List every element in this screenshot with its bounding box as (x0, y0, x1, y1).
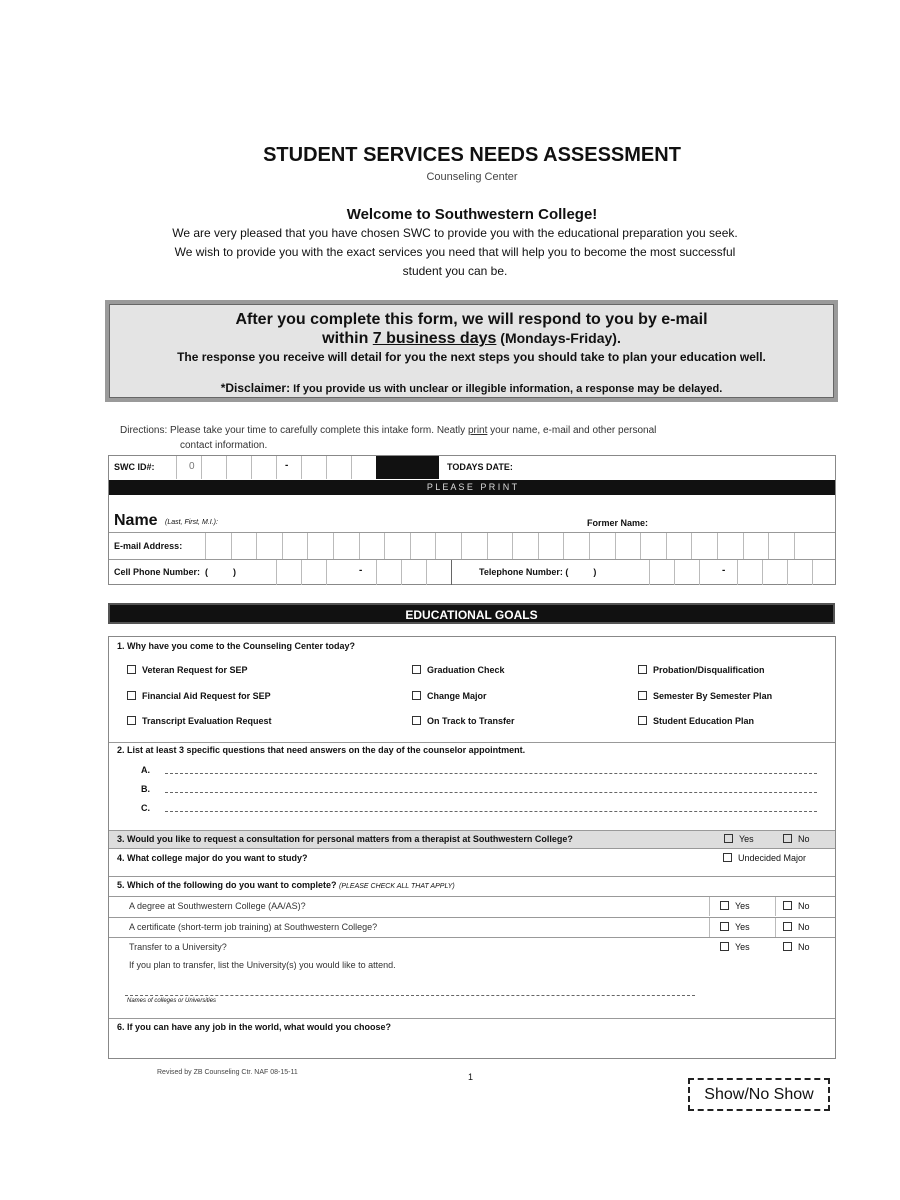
completion-item: A degree at Southwestern College (AA/AS)? (129, 901, 306, 911)
please-print-bar: P L E A S E P R I N T (109, 480, 835, 495)
completion-row (109, 917, 835, 937)
welcome-heading: Welcome to Southwestern College! (346, 206, 598, 223)
email-box[interactable] (307, 533, 308, 559)
email-box[interactable] (384, 533, 385, 559)
email-box[interactable] (333, 533, 334, 559)
checkbox[interactable] (412, 691, 421, 700)
page-title: STUDENT SERVICES NEEDS ASSESSMENT (263, 144, 681, 166)
swc-id-label: SWC ID#: (114, 462, 155, 472)
checkbox[interactable] (720, 922, 729, 931)
email-box[interactable] (640, 533, 641, 559)
directions-print: print (467, 425, 488, 436)
completion-item: Transfer to a University? (129, 942, 227, 952)
answer-label-b: B. (141, 784, 150, 794)
yes-label: Yes (735, 901, 750, 911)
universities-line[interactable] (125, 995, 695, 996)
no-label: No (798, 922, 810, 932)
yes-label: Yes (739, 834, 754, 844)
reason-option-label: Transcript Evaluation Request (142, 716, 272, 726)
contact-table (108, 455, 836, 585)
question-3-row (109, 830, 835, 849)
intro-line: student you can be. (402, 264, 508, 278)
q3-no[interactable] (783, 834, 810, 844)
reason-option[interactable] (638, 665, 765, 675)
email-box[interactable] (768, 533, 769, 559)
email-box[interactable] (538, 533, 539, 559)
goals-section (108, 636, 836, 1059)
checkbox[interactable] (127, 716, 136, 725)
educational-goals-heading: EDUCATIONAL GOALS (108, 603, 835, 624)
name-hint: (Last, First, M.I.): (165, 519, 218, 526)
checkbox[interactable] (783, 942, 792, 951)
disclaimer-text: If you provide us with unclear or illegible information, a response may be delayed. (290, 383, 723, 395)
universities-caption: Names of colleges or Universities (127, 998, 217, 1004)
yes-option[interactable] (720, 901, 750, 911)
reason-option[interactable] (127, 665, 248, 675)
reason-option[interactable] (638, 691, 772, 701)
email-box[interactable] (666, 533, 667, 559)
checkbox[interactable] (127, 691, 136, 700)
blacked-out-field (376, 456, 439, 479)
name-row (109, 496, 835, 533)
no-option[interactable] (783, 942, 810, 952)
checkbox[interactable] (783, 922, 792, 931)
email-box[interactable] (461, 533, 462, 559)
reason-option[interactable] (127, 691, 271, 701)
checkbox[interactable] (127, 665, 136, 674)
completion-row (109, 896, 835, 916)
reason-option-label: Semester By Semester Plan (653, 691, 773, 701)
email-box[interactable] (691, 533, 692, 559)
reason-option-label: Financial Aid Request for SEP (142, 691, 271, 701)
checkbox[interactable] (638, 691, 647, 700)
reason-option[interactable] (412, 665, 505, 675)
email-box[interactable] (231, 533, 232, 559)
question-6: 6. If you can have any job in the world, what would you choose? (117, 1022, 392, 1032)
reason-option[interactable] (412, 691, 487, 701)
dash: - (285, 460, 289, 471)
checkbox[interactable] (638, 665, 647, 674)
no-option[interactable] (783, 901, 810, 911)
notice-line: After you complete this form, we will respond to you by e-mail (235, 311, 708, 328)
revision-note: Revised by ZB Counseling Ctr. NAF 08-15-11 (157, 1069, 298, 1076)
yes-option[interactable] (720, 922, 750, 932)
email-box[interactable] (794, 533, 795, 559)
notice-emphasis: 7 business days (372, 330, 497, 347)
page-subtitle: Counseling Center (426, 171, 518, 183)
answer-line-c[interactable] (165, 811, 817, 812)
email-box[interactable] (615, 533, 616, 559)
email-box[interactable] (589, 533, 590, 559)
checkbox[interactable] (783, 901, 792, 910)
question-5-hint: (PLEASE CHECK ALL THAT APPLY) (339, 883, 455, 890)
former-name-label: Former Name: (587, 518, 649, 528)
email-label: E-mail Address: (114, 541, 183, 551)
yes-label: Yes (735, 942, 750, 952)
notice-text: (Mondays-Friday). (496, 330, 621, 346)
cell-phone-label: Cell Phone Number: ( ) (114, 567, 237, 577)
email-row[interactable] (109, 533, 835, 560)
yes-label: Yes (735, 922, 750, 932)
email-box[interactable] (563, 533, 564, 559)
dash: - (722, 565, 726, 576)
checkbox[interactable] (723, 853, 732, 862)
question-4: 4. What college major do you want to study? (117, 853, 308, 863)
email-box[interactable] (205, 533, 206, 559)
directions (120, 425, 656, 436)
reason-option[interactable] (638, 716, 754, 726)
checkbox[interactable] (724, 834, 733, 843)
answer-label-a: A. (141, 765, 150, 775)
email-box[interactable] (487, 533, 488, 559)
reason-option[interactable] (412, 716, 515, 726)
reason-option-label: Veteran Request for SEP (142, 665, 248, 675)
question-5 (117, 880, 455, 890)
reason-option-label: Change Major (427, 691, 487, 701)
notice-box (105, 300, 838, 402)
question-5-text: 5. Which of the following do you want to complete? (117, 880, 337, 890)
undecided-label: Undecided Major (738, 853, 807, 863)
q3-yes[interactable] (724, 834, 754, 844)
email-box[interactable] (282, 533, 283, 559)
answer-line-a[interactable] (165, 773, 817, 774)
checkbox[interactable] (783, 834, 792, 843)
email-box[interactable] (717, 533, 718, 559)
no-label: No (798, 942, 810, 952)
yes-option[interactable] (720, 942, 750, 952)
swc-row (109, 456, 835, 479)
checkbox[interactable] (720, 942, 729, 951)
disclaimer (110, 381, 833, 395)
checkbox[interactable] (412, 716, 421, 725)
reason-option-label: Probation/Disqualification (653, 665, 765, 675)
transfer-prompt: If you plan to transfer, list the University(s) you would like to attend. (129, 960, 396, 970)
question-2: 2. List at least 3 specific questions that need answers on the day of the counselor appointment. (117, 745, 526, 755)
todays-date-label: TODAYS DATE: (447, 462, 513, 472)
question-1: 1. Why have you come to the Counseling Center today? (117, 641, 356, 651)
no-option[interactable] (783, 922, 810, 932)
show-no-show-box: Show/No Show (688, 1078, 830, 1111)
page-number: 1 (468, 1072, 474, 1082)
completion-row (109, 937, 835, 957)
email-box[interactable] (410, 533, 411, 559)
no-label: No (798, 901, 810, 911)
swc-id-digit[interactable]: 0 (189, 461, 195, 472)
checkbox[interactable] (720, 901, 729, 910)
email-box[interactable] (256, 533, 257, 559)
answer-label-c: C. (141, 803, 150, 813)
name-label: Name (114, 512, 158, 529)
intro-line: We are very pleased that you have chosen SWC to provide you with the educational preparation you seek. (172, 226, 738, 240)
telephone-label: Telephone Number: ( ) (479, 567, 597, 577)
dash: - (359, 565, 363, 576)
no-label: No (798, 834, 810, 844)
email-box[interactable] (743, 533, 744, 559)
answer-line-b[interactable] (165, 792, 817, 793)
directions-text: your name, e-mail and other personal (487, 425, 657, 436)
completion-item: A certificate (short-term job training) at Southwestern College? (129, 922, 378, 932)
question-3: 3. Would you like to request a consultation for personal matters from a therapist at Southwestern College? (117, 834, 573, 844)
checkbox[interactable] (638, 716, 647, 725)
intro-line: We wish to provide you with the exact services you need that will help you to become the most successful (174, 245, 736, 259)
notice-line (110, 330, 833, 348)
checkbox[interactable] (412, 665, 421, 674)
email-box[interactable] (359, 533, 360, 559)
directions-label: Directions: (120, 425, 168, 436)
notice-line: The response you receive will detail for you the next steps you should take to plan your education well. (177, 350, 766, 364)
phone-row (109, 560, 835, 585)
email-box[interactable] (435, 533, 436, 559)
directions-text: contact information. (180, 440, 268, 451)
notice-text: within (322, 330, 373, 347)
email-box[interactable] (512, 533, 513, 559)
directions-text: Please take your time to carefully complete this intake form. Neatly (170, 425, 468, 436)
reason-option-label: On Track to Transfer (427, 716, 515, 726)
undecided-major-option[interactable] (723, 853, 806, 863)
reason-option-label: Graduation Check (427, 665, 505, 675)
reason-option-label: Student Education Plan (653, 716, 755, 726)
disclaimer-label: *Disclaimer: (220, 381, 291, 395)
reason-option[interactable] (127, 716, 272, 726)
